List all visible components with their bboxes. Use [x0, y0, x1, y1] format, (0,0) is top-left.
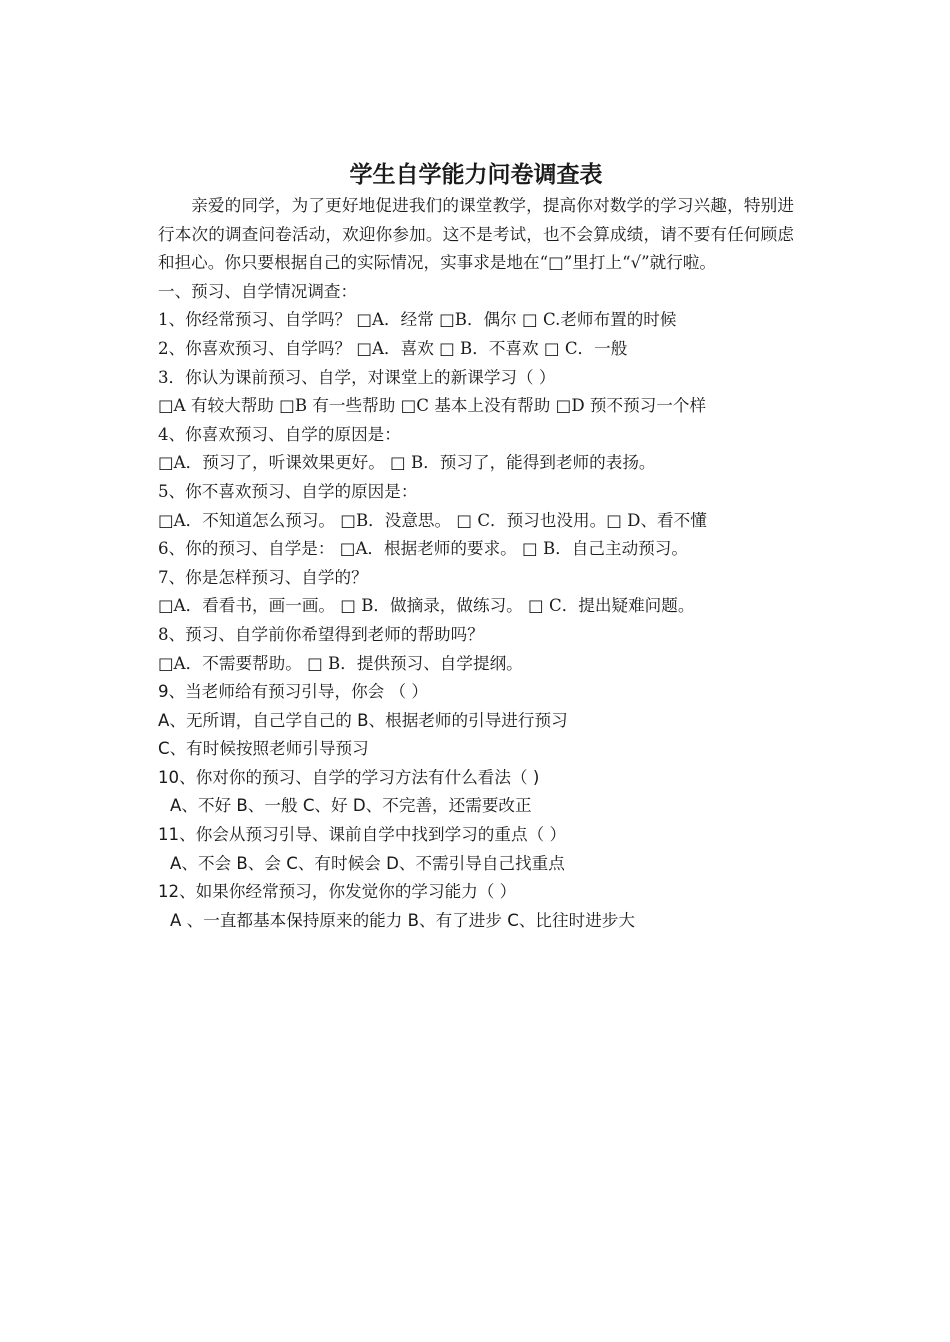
intro-paragraph: 亲爱的同学，为了更好地促进我们的课堂教学，提高你对数学的学习兴趣，特别进行本次的调查问卷活动，欢迎你参加。这不是考试，也不会算成绩，请不要有任何顾虑和担心。你只要根据自己的实际情况，实事求是地在“□”里打上“√”就行啦。: [158, 196, 794, 273]
question-line: 9、当老师给有预习引导，你会 （ ）: [158, 682, 429, 702]
option-line: A、不会 B、会 C、有时候会 D、不需引导自己找重点: [170, 853, 565, 873]
document-title: 学生自学能力问卷调查表: [349, 161, 603, 188]
document-page: [158, 158, 794, 935]
question-line: 6、你的预习、自学是： □A．根据老师的要求。 □ B．自己主动预习。: [158, 539, 688, 559]
option-line: □A．看看书，画一画。 □ B．做摘录，做练习。 □ C．提出疑难问题。: [158, 596, 695, 616]
question-line: 11、你会从预习引导、课前自学中找到学习的重点（ ）: [158, 825, 567, 845]
option-line: A、无所谓，自己学自己的 B、根据老师的引导进行预习: [158, 710, 568, 730]
option-line: A 、一直都基本保持原来的能力 B、有了进步 C、比往时进步大: [170, 910, 635, 930]
question-line: 10、你对你的预习、自学的学习方法有什么看法（ ): [158, 767, 540, 787]
question-line: 1、你经常预习、自学吗？ □A．经常 □B．偶尔 □ C.老师布置的时候: [158, 310, 677, 330]
option-line: □A 有较大帮助 □B 有一些帮助 □C 基本上没有帮助 □D 预不预习一个样: [158, 396, 707, 416]
question-line: 5、你不喜欢预习、自学的原因是：: [158, 481, 418, 501]
question-line: 12、如果你经常预习，你发觉你的学习能力（ ）: [158, 882, 517, 902]
option-line: □A．不知道怎么预习。 □B．没意思。 □ C．预习也没用。□ D、看不懂: [158, 510, 707, 530]
question-line: 8、预习、自学前你希望得到老师的帮助吗？: [158, 624, 484, 644]
question-line: 2、你喜欢预习、自学吗？ □A．喜欢 □ B．不喜欢 □ C．一般: [158, 338, 628, 358]
question-line: 3．你认为课前预习、自学，对课堂上的新课学习（ ）: [158, 367, 556, 387]
section-heading: 一、预习、自学情况调查：: [158, 281, 358, 301]
option-line: A、不好 B、一般 C、好 D、不完善，还需要改正: [170, 796, 532, 816]
option-line: □A．预习了，听课效果更好。 □ B．预习了，能得到老师的表扬。: [158, 453, 656, 473]
question-line: 7、你是怎样预习、自学的？: [158, 567, 368, 587]
option-line: C、有时候按照老师引导预习: [158, 739, 369, 759]
question-line: 4、你喜欢预习、自学的原因是：: [158, 424, 401, 444]
option-line: □A．不需要帮助。 □ B．提供预习、自学提纲。: [158, 653, 523, 673]
